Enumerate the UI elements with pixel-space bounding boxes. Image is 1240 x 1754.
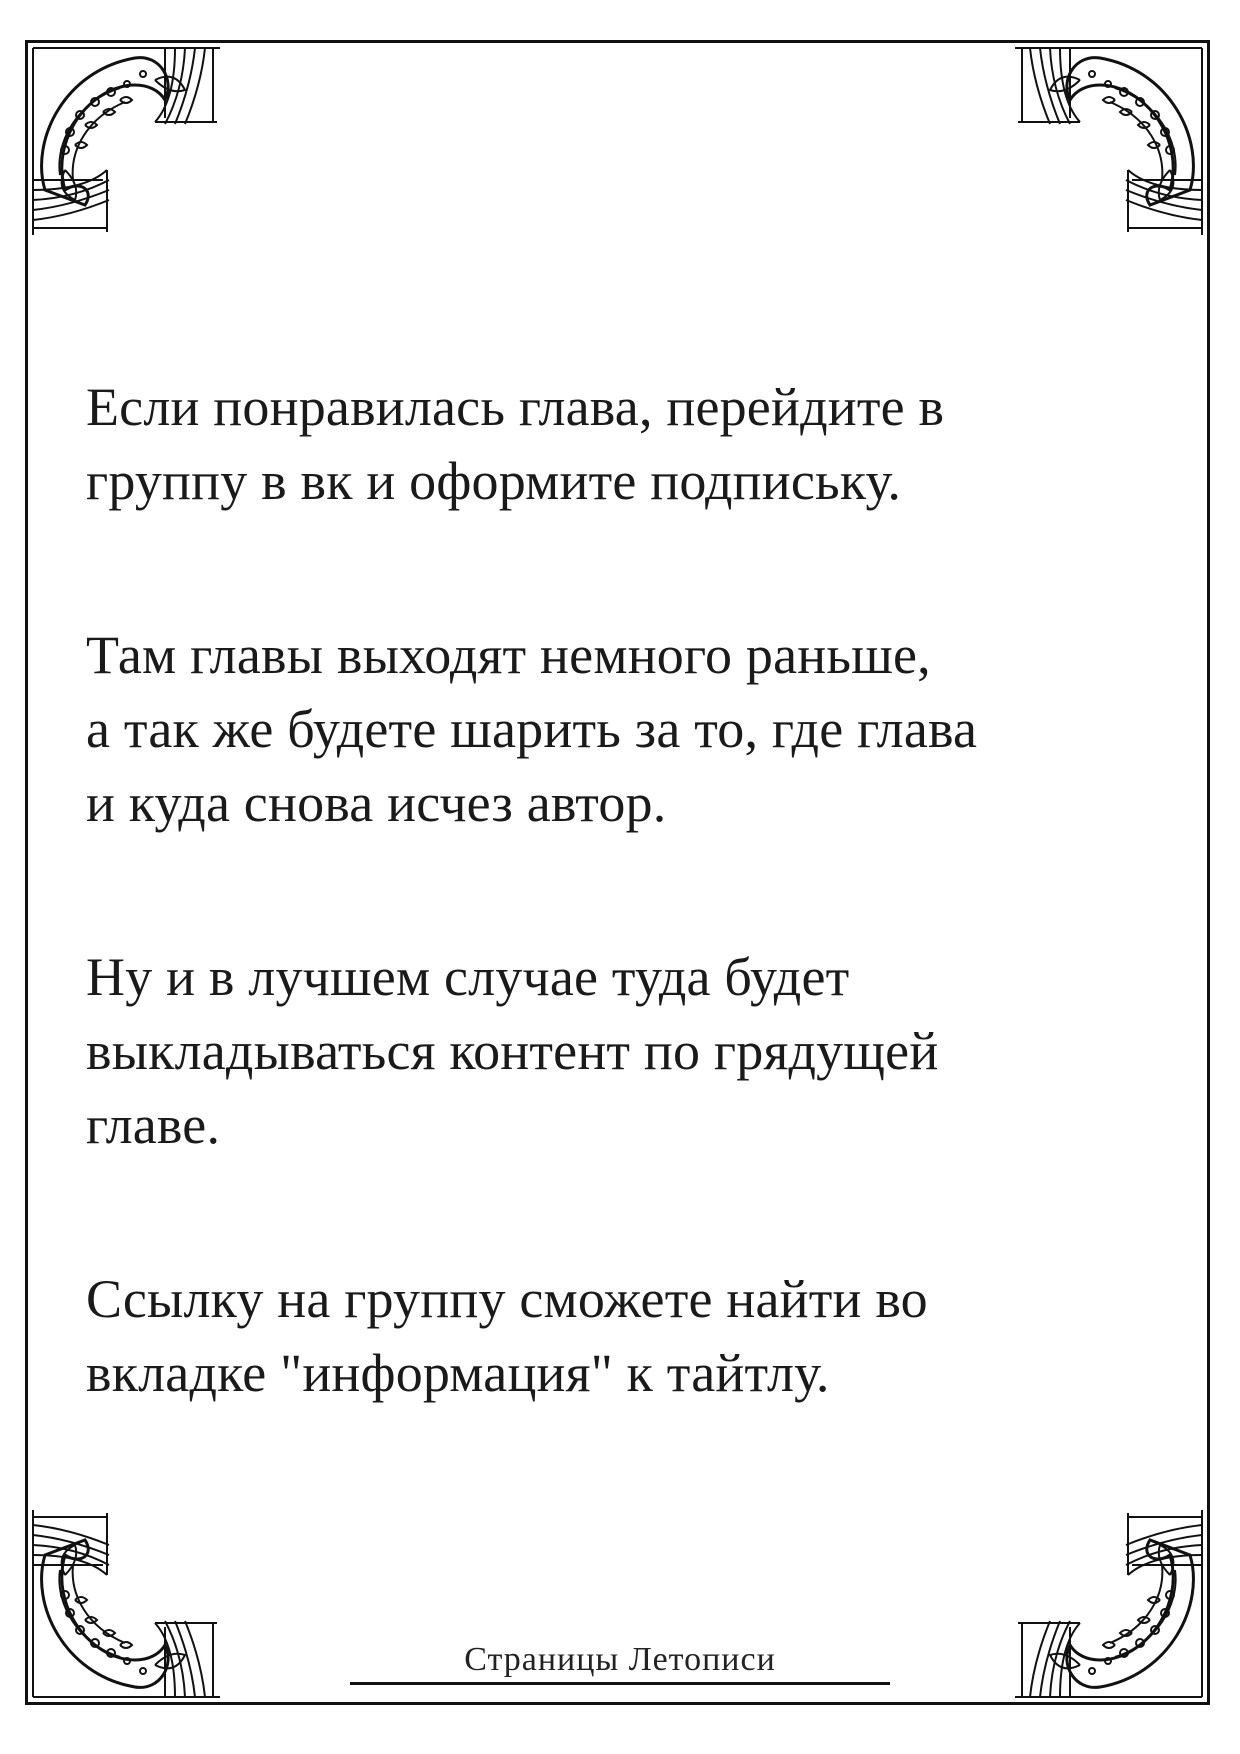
ornamental-corner-bottom-left-icon [25, 1495, 235, 1705]
text-line: Там главы выходят немного раньше, [86, 625, 931, 685]
paragraph-upcoming-content [86, 940, 1146, 1162]
ornamental-corner-top-left-icon [25, 40, 235, 250]
text-line: группу в вк и оформите подпиську. [86, 451, 902, 511]
paragraph-subscribe [86, 370, 1146, 518]
ornamental-corner-top-right-icon [1000, 40, 1210, 250]
text-line: Если понравилась глава, перейдите в [86, 377, 945, 437]
announcement-text [86, 370, 1146, 1510]
paragraph-early-chapters [86, 618, 1146, 840]
text-line: главе. [86, 1095, 221, 1155]
footer-title: Страницы Летописи [464, 1641, 776, 1678]
text-line: а так же будете шарить за то, где глава [86, 699, 978, 759]
text-line: Ну и в лучшем случае туда будет [86, 947, 850, 1007]
footer-underline [350, 1682, 890, 1685]
text-line: вкладке "информация" к тайтлу. [86, 1343, 830, 1403]
text-line: и куда снова исчез автор. [86, 773, 667, 833]
paragraph-group-link [86, 1262, 1146, 1410]
text-line: Ссылку на группу сможете найти во [86, 1269, 928, 1329]
text-line: выкладываться контент по грядущей [86, 1021, 939, 1081]
footer-signature [350, 1638, 890, 1685]
ornamental-corner-bottom-right-icon [1000, 1495, 1210, 1705]
